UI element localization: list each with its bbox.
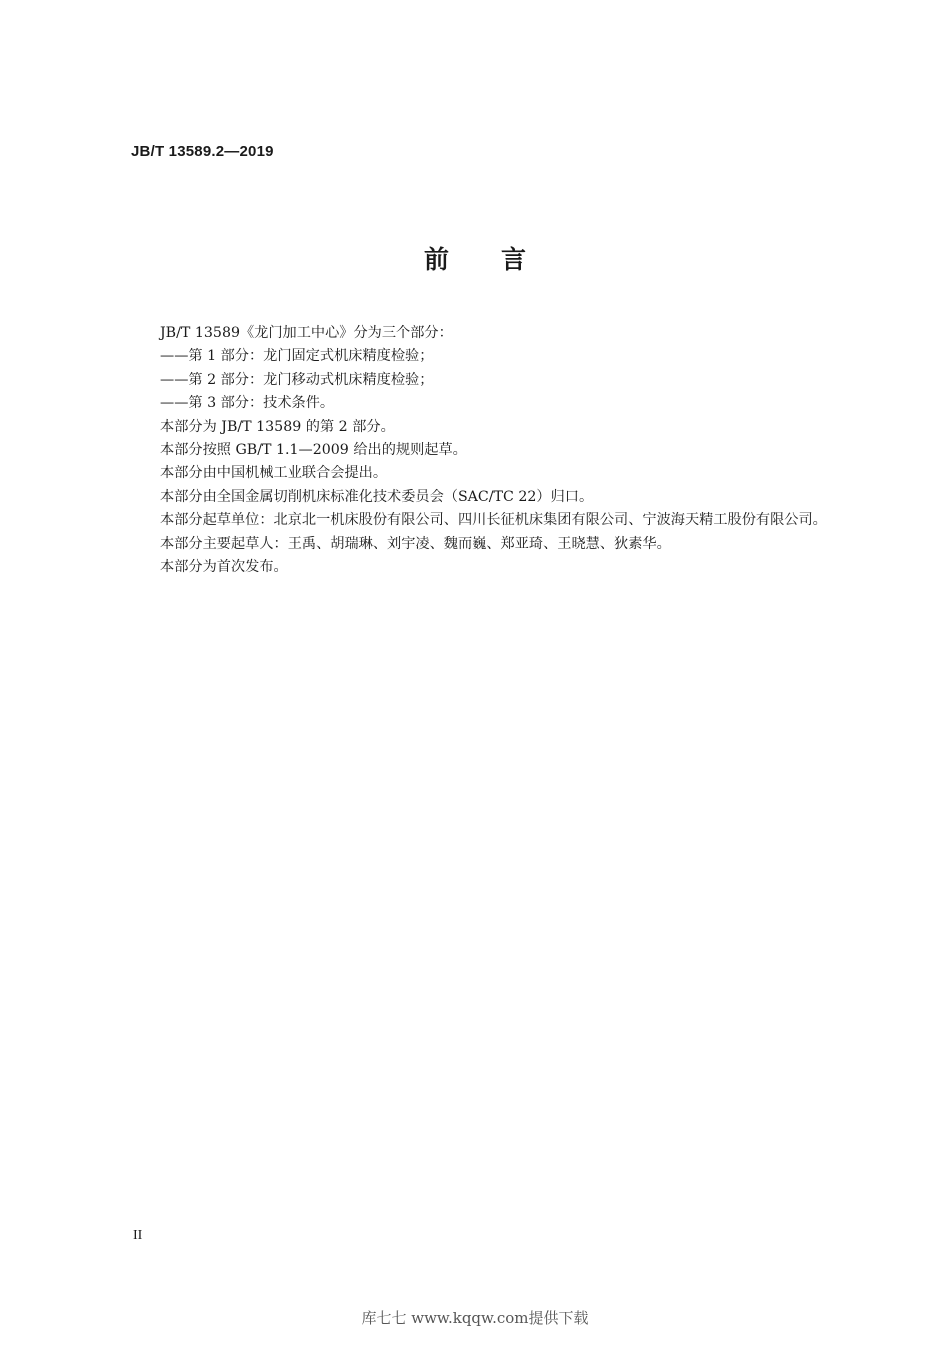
paragraph-administered-by: 本部分由全国金属切削机床标准化技术委员会（SAC/TC 22）归口。 xyxy=(160,488,594,505)
paragraph-drafting-rules: 本部分按照 GB/T 1.1—2009 给出的规则起草。 xyxy=(160,442,467,459)
list-item-part-1: ——第 1 部分：龙门固定式机床精度检验； xyxy=(160,348,434,365)
list-item-part-2: ——第 2 部分：龙门移动式机床精度检验； xyxy=(160,371,434,388)
paragraph-parts-intro: JB/T 13589《龙门加工中心》分为三个部分： xyxy=(160,325,453,341)
standard-code-header: JB/T 13589.2—2019 xyxy=(131,143,274,160)
paragraph-drafting-units: 本部分起草单位：北京北一机床股份有限公司、四川长征机床集团有限公司、宁波海天精工股份有限公司。 xyxy=(160,512,827,529)
list-item-part-3: ——第 3 部分：技术条件。 xyxy=(160,395,335,412)
foreword-body xyxy=(131,322,839,579)
paragraph-main-drafters: 本部分主要起草人：王禹、胡瑞琳、刘宇凌、魏而巍、郑亚琦、王晓慧、狄素华。 xyxy=(160,535,671,552)
page-title: 前言 xyxy=(423,245,578,274)
download-watermark: 库七七 www.kqqw.com提供下载 xyxy=(361,1309,589,1327)
page-number: II xyxy=(133,1228,143,1243)
paragraph-this-part: 本部分为 JB/T 13589 的第 2 部分。 xyxy=(160,418,395,435)
paragraph-first-release: 本部分为首次发布。 xyxy=(160,559,288,576)
paragraph-proposed-by: 本部分由中国机械工业联合会提出。 xyxy=(160,465,388,482)
